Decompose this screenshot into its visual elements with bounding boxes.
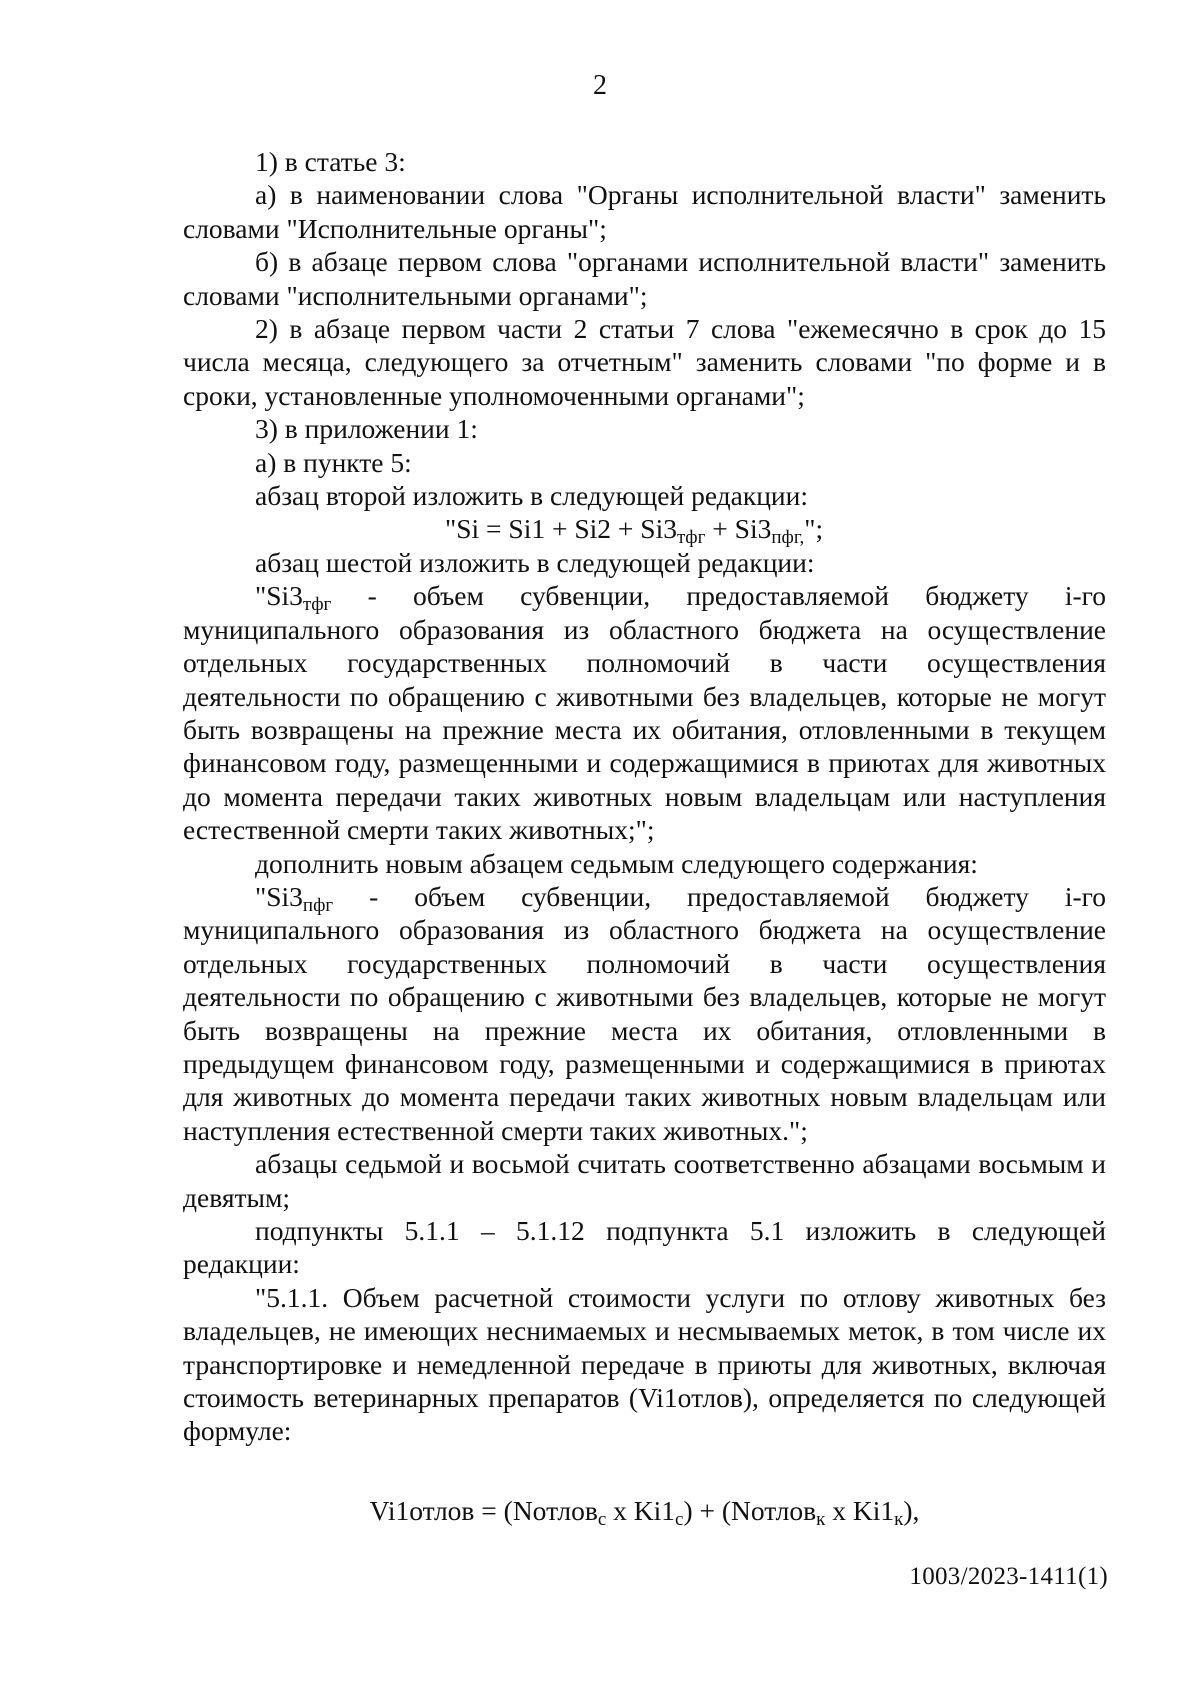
document-number: 1003/2023-1411(1) bbox=[909, 1563, 1108, 1590]
item-1b: б) в абзаце первом слова "органами исполнительной власти" заменить словами "исполнительными органами"; bbox=[183, 246, 1106, 311]
page-number: 2 bbox=[593, 70, 607, 101]
definition-si3-tfg: "$Si3_{тфг}$ - объем субвенции, предоставляемой бюджету i-го муниципального образования из областного бюджета на осуществление отдельных государственных полномочий в части осуществления деятельности по обращению с животными без владельцев, которые не могут быть возвращены на прежние места их обитания, отловленными в текущем финансовом году, размещенными и содержащимися в приютах для животных до момента передачи таких животных новым владельцам или наступления естественной смерти таких животных;"; bbox=[183, 580, 1106, 846]
item-3: 3) в приложении 1: bbox=[255, 413, 478, 445]
subitem-5-1-1: "5.1.1. Объем расчетной стоимости услуги по отлову животных без владельцев, не имеющих неснимаемых и несмываемых меток, в том числе их транспортировке и немедленной передаче в приюты для животных, включая стоимость ветеринарных препаратов (Vi1отлов), определяется по следующей формуле: bbox=[183, 1281, 1106, 1447]
formula-si: "$Si = Si1 + Si2 + Si3_{тфг} + Si3_{пфг,}$"; bbox=[445, 513, 824, 549]
item-1a: а) в наименовании слова "Органы исполнительной власти" заменить словами "Исполнительные органы"; bbox=[183, 179, 1106, 244]
formula-vi1: Vi1отлов = (Nотлов$_с$ x $Ki1_с$) + (Nотлов$_к$ x $Ki1_к$), bbox=[369, 1494, 920, 1530]
paragraph-6-heading: абзац шестой изложить в следующей редакции: bbox=[255, 546, 815, 578]
item-3a: а) в пункте 5: bbox=[255, 446, 412, 478]
renumber-paragraphs: абзацы седьмой и восьмой считать соответственно абзацами восьмым и девятым; bbox=[183, 1148, 1106, 1213]
document-body bbox=[183, 145, 1106, 1530]
item-2: 2) в абзаце первом части 2 статьи 7 слова "ежемесячно в срок до 15 числа месяца, следующего за отчетным" заменить словами "по форме и в сроки, установленные уполномоченными органами"; bbox=[183, 313, 1106, 411]
item-1: 1) в статье 3: bbox=[255, 146, 406, 177]
paragraph-2-heading: абзац второй изложить в следующей редакции: bbox=[255, 480, 809, 512]
paragraph-7-heading: дополнить новым абзацем седьмым следующего содержания: bbox=[255, 847, 978, 879]
definition-si3-pfg: "$Si3_{пфг}$ - объем субвенции, предоставляемой бюджету i-го муниципального образования из областного бюджета на осуществление отдельных государственных полномочий в части осуществления деятельности по обращению с животными без владельцев, которые не могут быть возвращены на прежние места их обитания, отловленными в предыдущем финансовом году, размещенными и содержащимися в приютах для животных до момента передачи таких животных новым владельцам или наступления естественной смерти таких животных."; bbox=[183, 880, 1106, 1146]
subitems-heading: подпункты 5.1.1 – 5.1.12 подпункта 5.1 изложить в следующей редакции: bbox=[183, 1215, 1106, 1280]
